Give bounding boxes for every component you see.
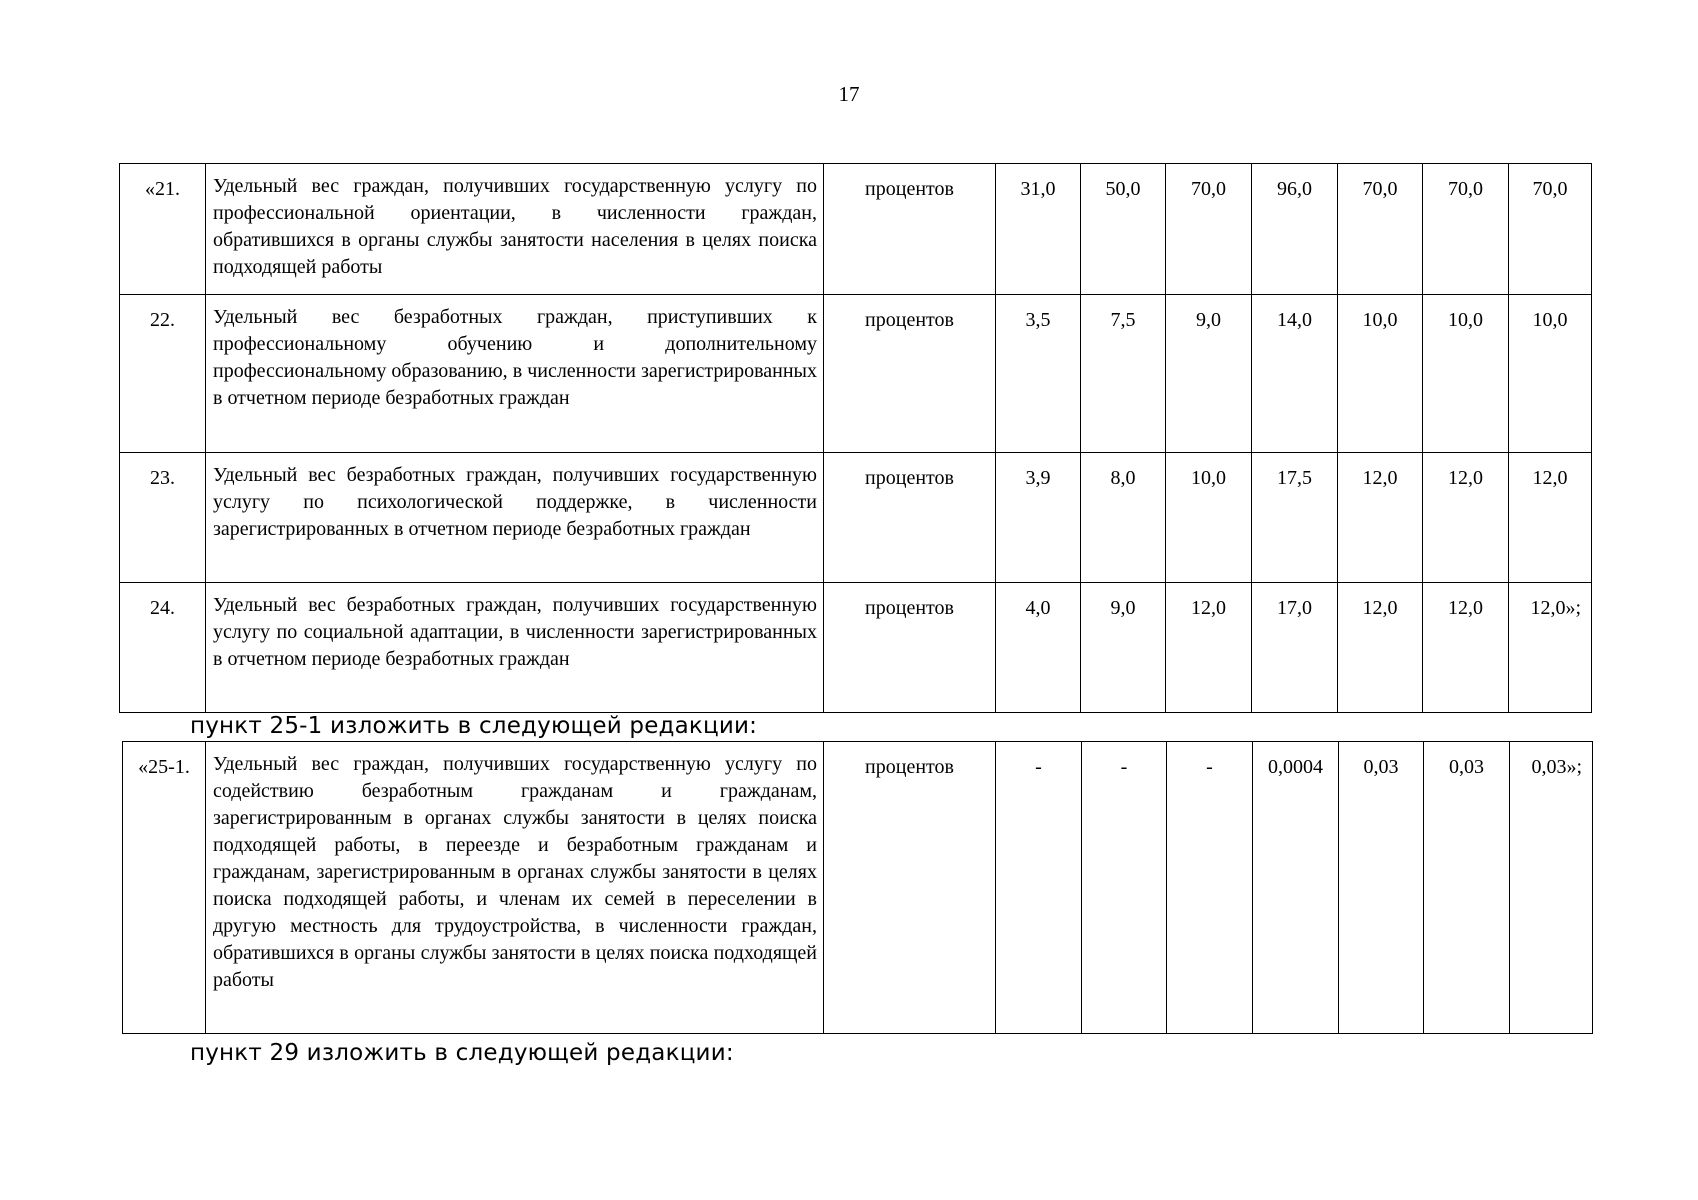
unit-cell: процентов xyxy=(824,164,996,295)
table-row xyxy=(123,742,1593,1034)
value-cell: 31,0 xyxy=(996,164,1081,295)
table-row xyxy=(120,295,1592,453)
value-cell: 12,0 xyxy=(1509,453,1592,583)
value-cell: 3,9 xyxy=(996,453,1081,583)
value-cell: 10,0 xyxy=(1423,295,1509,453)
indicator-description: Удельный вес граждан, получивших государственную услугу по профессиональной ориентации, в численности граждан, обратившихся в органы службы занятости населения в целях поиска подходящей работы xyxy=(206,164,824,295)
value-cell: - xyxy=(1167,742,1253,1034)
indicators-table xyxy=(119,163,1592,713)
value-cell: 12,0 xyxy=(1166,583,1252,713)
table-row xyxy=(120,453,1592,583)
value-cell: 12,0 xyxy=(1423,453,1509,583)
value-cell: 10,0 xyxy=(1509,295,1592,453)
value-cell: 96,0 xyxy=(1252,164,1338,295)
page-number: 17 xyxy=(838,82,860,106)
row-number: 24. xyxy=(120,583,206,713)
value-cell: 70,0 xyxy=(1166,164,1252,295)
value-cell: - xyxy=(996,742,1082,1034)
table-row xyxy=(120,583,1592,713)
value-cell: 12,0 xyxy=(1338,453,1423,583)
indicator-description: Удельный вес безработных граждан, приступивших к профессиональному обучению и дополнительному профессиональному образованию, в численности зарегистрированных в отчетном периоде безработных граждан xyxy=(206,295,824,453)
value-cell: 8,0 xyxy=(1081,453,1166,583)
row-number: 23. xyxy=(120,453,206,583)
row-number: «21. xyxy=(120,164,206,295)
indicator-description: Удельный вес безработных граждан, получивших государственную услугу по психологической поддержке, в численности зарегистрированных в отчетном периоде безработных граждан xyxy=(206,453,824,583)
value-cell: 9,0 xyxy=(1081,583,1166,713)
value-cell: 70,0 xyxy=(1509,164,1592,295)
value-cell: - xyxy=(1082,742,1167,1034)
value-cell: 9,0 xyxy=(1166,295,1252,453)
value-cell: 10,0 xyxy=(1338,295,1423,453)
value-cell: 70,0 xyxy=(1338,164,1423,295)
value-cell: 17,5 xyxy=(1252,453,1338,583)
section-heading: пункт 29 изложить в следующей редакции: xyxy=(190,1040,734,1066)
value-cell: 14,0 xyxy=(1252,295,1338,453)
value-cell: 12,0»; xyxy=(1509,583,1592,713)
value-cell: 12,0 xyxy=(1338,583,1423,713)
indicator-description: Удельный вес граждан, получивших государственную услугу по содействию безработным гражданам и гражданам, зарегистрированным в органах службы занятости в целях поиска подходящей работы, в переезде и безработным гражданам и гражданам, зарегистрированным в органах службы занятости в целях поиска подходящей работы, и членам их семей в переселении в другую местность для трудоустройства, в численности граждан, обратившихся в органы службы занятости в целях поиска подходящей работы xyxy=(206,742,824,1034)
indicator-description: Удельный вес безработных граждан, получивших государственную услугу по социальной адаптации, в численности зарегистрированных в отчетном периоде безработных граждан xyxy=(206,583,824,713)
table-row xyxy=(120,164,1592,295)
value-cell: 50,0 xyxy=(1081,164,1166,295)
indicators-table xyxy=(122,741,1593,1034)
unit-cell: процентов xyxy=(824,295,996,453)
value-cell: 12,0 xyxy=(1423,583,1509,713)
value-cell: 4,0 xyxy=(996,583,1081,713)
value-cell: 70,0 xyxy=(1423,164,1509,295)
unit-cell: процентов xyxy=(824,583,996,713)
value-cell: 0,03»; xyxy=(1510,742,1593,1034)
value-cell: 0,03 xyxy=(1424,742,1510,1034)
unit-cell: процентов xyxy=(824,453,996,583)
value-cell: 7,5 xyxy=(1081,295,1166,453)
value-cell: 0,03 xyxy=(1339,742,1424,1034)
value-cell: 10,0 xyxy=(1166,453,1252,583)
value-cell: 0,0004 xyxy=(1253,742,1339,1034)
value-cell: 17,0 xyxy=(1252,583,1338,713)
row-number: «25-1. xyxy=(123,742,206,1034)
unit-cell: процентов xyxy=(824,742,996,1034)
section-heading: пункт 25-1 изложить в следующей редакции: xyxy=(190,713,758,739)
row-number: 22. xyxy=(120,295,206,453)
value-cell: 3,5 xyxy=(996,295,1081,453)
